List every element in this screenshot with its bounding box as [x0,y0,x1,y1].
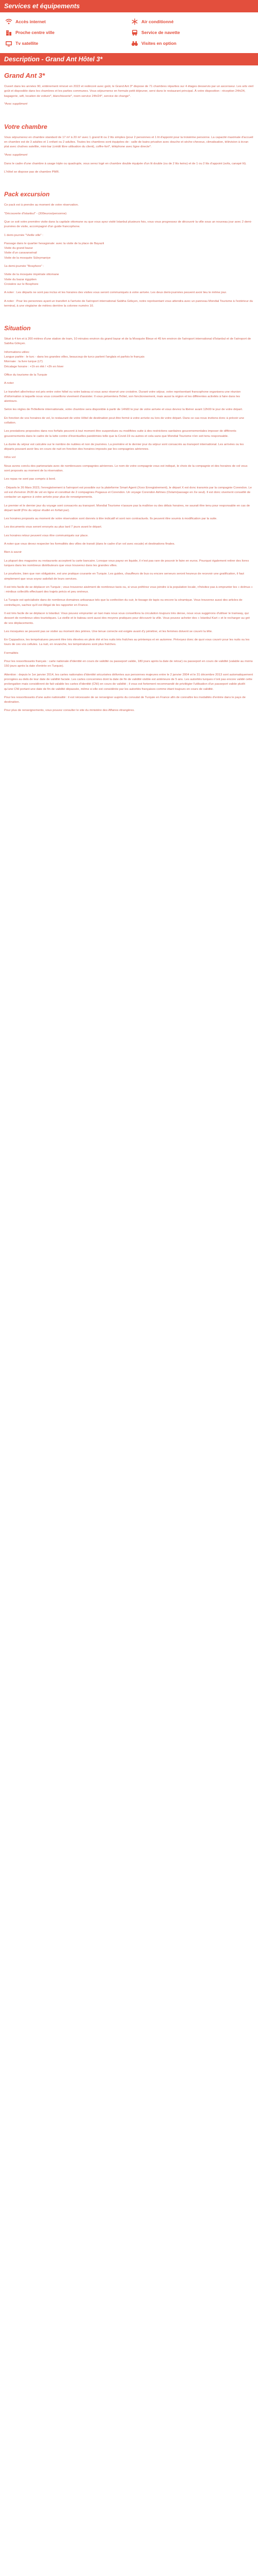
description-header: Description - Grand Ant Hôtel 3* [0,53,258,65]
situation-title: Situation [4,325,31,332]
situation-paragraph: Pour les ressortissants d'une autre nationalité : il est nécessaire de se renseigner auprès du consulat de Turquie en France afin de connaître les modalités d'entrée dans le pays de destination. [4,696,246,704]
situation-paragraph: Selon les règles de l'hôtellerie internationale, votre chambre sera disponible à partir de 14h00 le jour de votre arrivée et vous devrez la libérer avant 12h00 le jour de votre départ. [4,408,243,412]
page [0,0,258,714]
services-block [0,12,258,53]
situation-paragraph: Les horaires proposés au moment de votre réservation sont donnés à titre indicatif et sont non contractuels. Ils peuvent être soumis à modification par la suite. [4,517,217,521]
service-visits [131,39,253,47]
service-label: Service de navette [141,29,180,35]
service-label: Visites en option [141,40,176,46]
subheading: A noter [4,382,14,385]
service-label: Accès internet [15,19,46,24]
situation-paragraph: Pour les ressortissants français : carte nationale d'identité en cours de validité ou passeport valide, 180 jours après la date de retour) ou passeport en cours de validité (valable au moins 150 jours après la date d'entrée en Turquie). [4,660,253,668]
situation-paragraph: Les prestations proposées dans nos forfaits peuvent à tout moment être suspendues ou modifiées suite à des restrictions sanitaires gouvernementales imposer de différents gouvernements dans le cadre de la lutte contre d'éventuelles pandémies telle que la Covid-19 ou autres et cela sans que Mondial Tourisme n'en soit tenu responsable. [4,430,236,438]
snowflake-icon [131,18,138,25]
situation-paragraph: Le transfert aller/retour est pris entre votre hôtel ou votre bateau si vous avez réservé une croisière. Durant votre séjour, votre représentant francophone organisera une réunion d'information à laquelle nous vous conseillons vivement d'assister. Il vous présentera l'hôtel, son fonctionnement, mais aussi la région et les différentes activités à faire dans les alentours. [4,390,241,403]
intro-paragraph: Ouvert dans les années 90, entièrement rénové en 2022 et redécoré avec goût, le Grand Ant 3* dispose de 71 chambres réparties sur 4 étages desservis par un ascenseur. Les arts vieil goût et disposible dans les chambres et les parties communes. Vous séjournerez en formule petit déjeuner, servi dans le restaurant principal. À votre disposition : réception 24h/24, bagagerie, wifi, location de voiture*, blanchisserie*, room service 24h/24*, service de change*. [4,85,253,98]
subheading: Infos vol [4,456,15,460]
bus-icon [131,29,138,36]
pack-paragraph: 1 demi-journée "Vieille ville" : [4,233,43,237]
situation-paragraph: Les horaires retour peuvent vous être communiqués sur place. [4,534,89,537]
situation-paragraph: En fonction de vos horaires de vol, le restaurant de votre Hôtel de destination peut être fermé à votre arrivée ou lors de votre départ. Dans ce cas nous invitons donc à prévoir une collation. [4,416,244,425]
wifi-icon [5,18,12,25]
situation-paragraph: A noter que vous devez respecter les formalités des villes de transit (dans le cadre d'un vol avec escale) et destinations finales. [4,543,175,546]
situation-paragraph: Pour plus de renseignements, vous pouvez consulter le site du ministère des Affaires étrangères. [4,709,135,713]
situation-paragraph: - Départs le 26 Mars 2023, l'enregistrement à l'aéroport est possible sur la plateforme Smart Agent (Xxxx Enregistrement), le départ X est donc transmis par la compagnie Corendon. Le vol est d'environ 2h30 de vol en ligne et constitué de 2 compagnies Pegasus et Corendon. Un voyage Corendon Airlines (Oslam/passage en Xe seul). Il est donc vivement conseillé de contacter un agence à votre arrivée pour plus de renseignements. [4,486,252,499]
service-shuttle [131,28,253,36]
situation-paragraph: Les repas ne sont pas compris à bord. [4,478,56,481]
subheading: Formalités [4,651,19,655]
pack-paragraph: A noter : Pour les personnes ayant un transfert à l'arrivée de l'aéroport international Sabiha Gökçen, notre représentant vous attendra avec un panneau Mondial Tourisme à l'extérieur du terminal, à une vingtaine de mètres derrière la colonne numéro 10. [4,299,253,308]
service-label: Tv satellite [15,40,38,46]
pack-paragraph: A noter : Les départs ne sont pas inclus et les horaires des visites vous seront communiqués à votre arrivée. Les deux demi-journées peuvent avoir lieu le même jour. [4,291,227,295]
service-tv [5,39,127,47]
room-paragraph: Vous séjournerez en chambre standard de 17 m² à 20 m² avec 1 grand lit ou 2 lits simples (pour 2 personnes et 1 lit d'appoint pour la troisième personne. La capacité maximale d'accueil en chambre est de 3 adultes et 1 enfant ou 2 adultes. Toutes les chambres sont équipées de : salle de bains privative avec douche et sèche-cheveux, climatisation, télévision à écran plat avec chaînes satellite, mini-bar (crédit libre utilisation du client), coffre-fort*, téléphone avec ligne directe*. [4,135,253,149]
service-internet [5,18,127,25]
room-paragraph: Dans le cadre d'une chambre à usage triple ou quadruple, vous serez logé en chambre double équipée d'un lit double (ou de 2 lits twins) et de 1 ou 2 lits d'appoint (sofa, canapé lit). [4,162,247,165]
pack-paragraph: Que ce soit votre première visite dans la capitale ottomane ou que vous ayez visité Istanbul plusieurs fois, vous vous progressez de découvrir la ville sous un nouveau jour avec 2 demi-journées de visite, accompagné d'un guide francophone. [4,220,252,229]
building-icon [5,29,12,36]
pack-paragraph: 1a demi-journée "Bosphore" : [4,265,44,268]
pack-list: Passage dans le quartier hexagonale: avec la visite de la place de Bayazit Visite du grand bazar Visite d'un caravansérail Visite de la mosquée Süleymaniye [4,242,104,260]
pack-paragraph: "Découverte d'Istanbul" - (300euros/personne) [4,212,67,215]
pack-paragraph: Ce pack est à prendre au moment de votre réservation. [4,204,79,207]
situation-paragraph: Nous avons conclu des partenariats avec de nombreuses compagnies aériennes. Le nom de votre compagnie vous est indiqué, le choix de la compagnie et des horaires de vol vous sont proposés au moment de la réservation. [4,464,248,473]
situation-paragraph: Attention : depuis le 1er janvier 2014, les cartes nationales d'identité sécurisées délivrées aux personnes majeures entre le 2 janvier 2004 et le 31 décembre 2013 sont automatiquement prorogées au delà de leur date de validité faciale. Les cartes concernées dont la date de fin de validité visible est antérieure de 5 ans. Les autorités turques n'ont pas encore validé cette prolongation mais considèrent de fait valable les cartes d'identité (CNI) en cours de validité ; il vous est fortement recommandé de privilégier l'utilisation d'un passeport valide plutôt qu'une CNI portant une date de fin de validité dépassée, même si elle est considérée par les autorités françaises comme étant toujours en cours de validité. [4,673,253,691]
service-label: Air conditionné [141,19,174,24]
situation-paragraph: La plupart des magasins ou restaurants acceptent la carte bancaire. Lorsque vous payez en liquide, il n'est pas rare de pouvoir le faire en euros. Pourquoi également retirer des livres turques dans les nombreux distributeurs que vous trouverez dans les grandes villes. [4,559,249,567]
subheading: Bien à savoir [4,551,22,554]
situation-paragraph: La Turquie est spécialisée dans de nombreux domaines artisanaux tels que la confection du cuir, le tissage de tapis ou encore la céramique. Vous trouverez aussi des articles de contrefaçon, sachez qu'il est illégal de les rapporter en France. [4,599,243,607]
room-title: Votre chambre [4,123,47,130]
supplement-note: *Avec supplément [4,153,27,157]
service-label: Proche centre ville [15,29,55,35]
situation-paragraph: Le premier et le dernier jour du voyage sont consacrés au transport. Mondial Tourisme n'assure pas la maîtrise ou des délais horaires, ne saurait être tenu pour responsable en cas de départ tardif (Prix du séjour étudié en forfait par). [4,504,250,512]
situation-paragraph: Les mosquées se peuvent pas se visiter au moment des prières. Une tenue correcte est exigée avant d'y pénétrer, et les femmes doivent se couvrir la tête. [4,630,213,633]
situation-paragraph: Il est très facile de se déplacer à Istanbul. Vous pouvez emprunter un taxi mais nous vous conseillons la circulation toujours très dense, nous vous suggérons d'utiliser le tramway, qui dessert de nombreux sites touristiques. La vieille et le bateau sont aussi des moyens pratiques pour découvrir la ville. Vous pouvez acheter des « Istanbul Kart » et le recharger au gré de vos déplacements. [4,612,250,625]
tourism-office-link[interactable]: Office du tourisme de la Turquie [4,373,47,377]
tv-icon [5,40,12,47]
room-paragraph: L'hôtel se dispose pas de chambre PMR. [4,171,60,174]
service-city-center [5,28,127,36]
situation-paragraph: Les documents vous seront envoyés au plus tard 7 jours avant le départ. [4,526,102,529]
services-grid [5,18,253,47]
supplement-note: *Avec supplément [4,102,27,106]
situation-paragraph: La durée du séjour est calculée sur le nombre de nuitées et non de journées. La première et le dernier jour du séjour sont consacrés au transport international. Les arrivées ou les départs pouvant avoir lieu en cours de nuit en fonction des horaires imposés par les compagnies aériennes. [4,443,244,451]
description-content [0,72,258,714]
binoculars-icon [131,40,138,47]
situation-paragraph: Le pourboire, bien que non obligatoire, est une pratique courante en Turquie. Les guides, chauffeurs de bus ou encore serveurs seront heureux de recevoir une gratification, il faut simplement que vous soyez satisfait de leurs services. [4,572,244,581]
useful-info: Informations utiles: Langue parlée : le turc - dans les grandes villes, beaucoup de turcs parlent l'anglais et parfois le français Monnaie : la livre turque (LT) Décalage horaire : +1h en été / +2h en hiver [4,350,144,368]
service-aircon [131,18,253,25]
situation-paragraph: Situé à 4 km et à 200 mètres d'une station de tram, 10 minutes environ du grand bazar et de la Mosquée Bleue et 45 km environ de l'aéroport international d'Istanbul et de l'aéroport de Sabiha Gökçen. [4,337,251,346]
hotel-title: Grand Ant 3* [4,72,45,79]
pack-list: Visite de la mosquée impériale ottomane Visite du bazar égyptien Croisière sur le Bosphore [4,273,59,286]
services-header: Services et équipements [0,0,258,12]
situation-paragraph: En Cappadoce, les températures peuvent être très élevées en plein été et les nuits très fraîches au printemps et en automne. Prévoyez donc de quoi vous couvrir pour les nuits ou les tours de ces vos cellules. La nuit, en revanche, les températures sont plus fraîches. [4,638,250,647]
situation-paragraph: Il est très facile de se déplacer en Turquie ; vous trouverez aisément de nombreux taxis ou, si vous préférez vous joindre à la population locale, n'hésitez pas à emprunter les « dolmus » : minibus collectifs effectuant des trajets précis et peu onéreux. [4,585,253,594]
pack-title: Pack excursion [4,191,50,198]
